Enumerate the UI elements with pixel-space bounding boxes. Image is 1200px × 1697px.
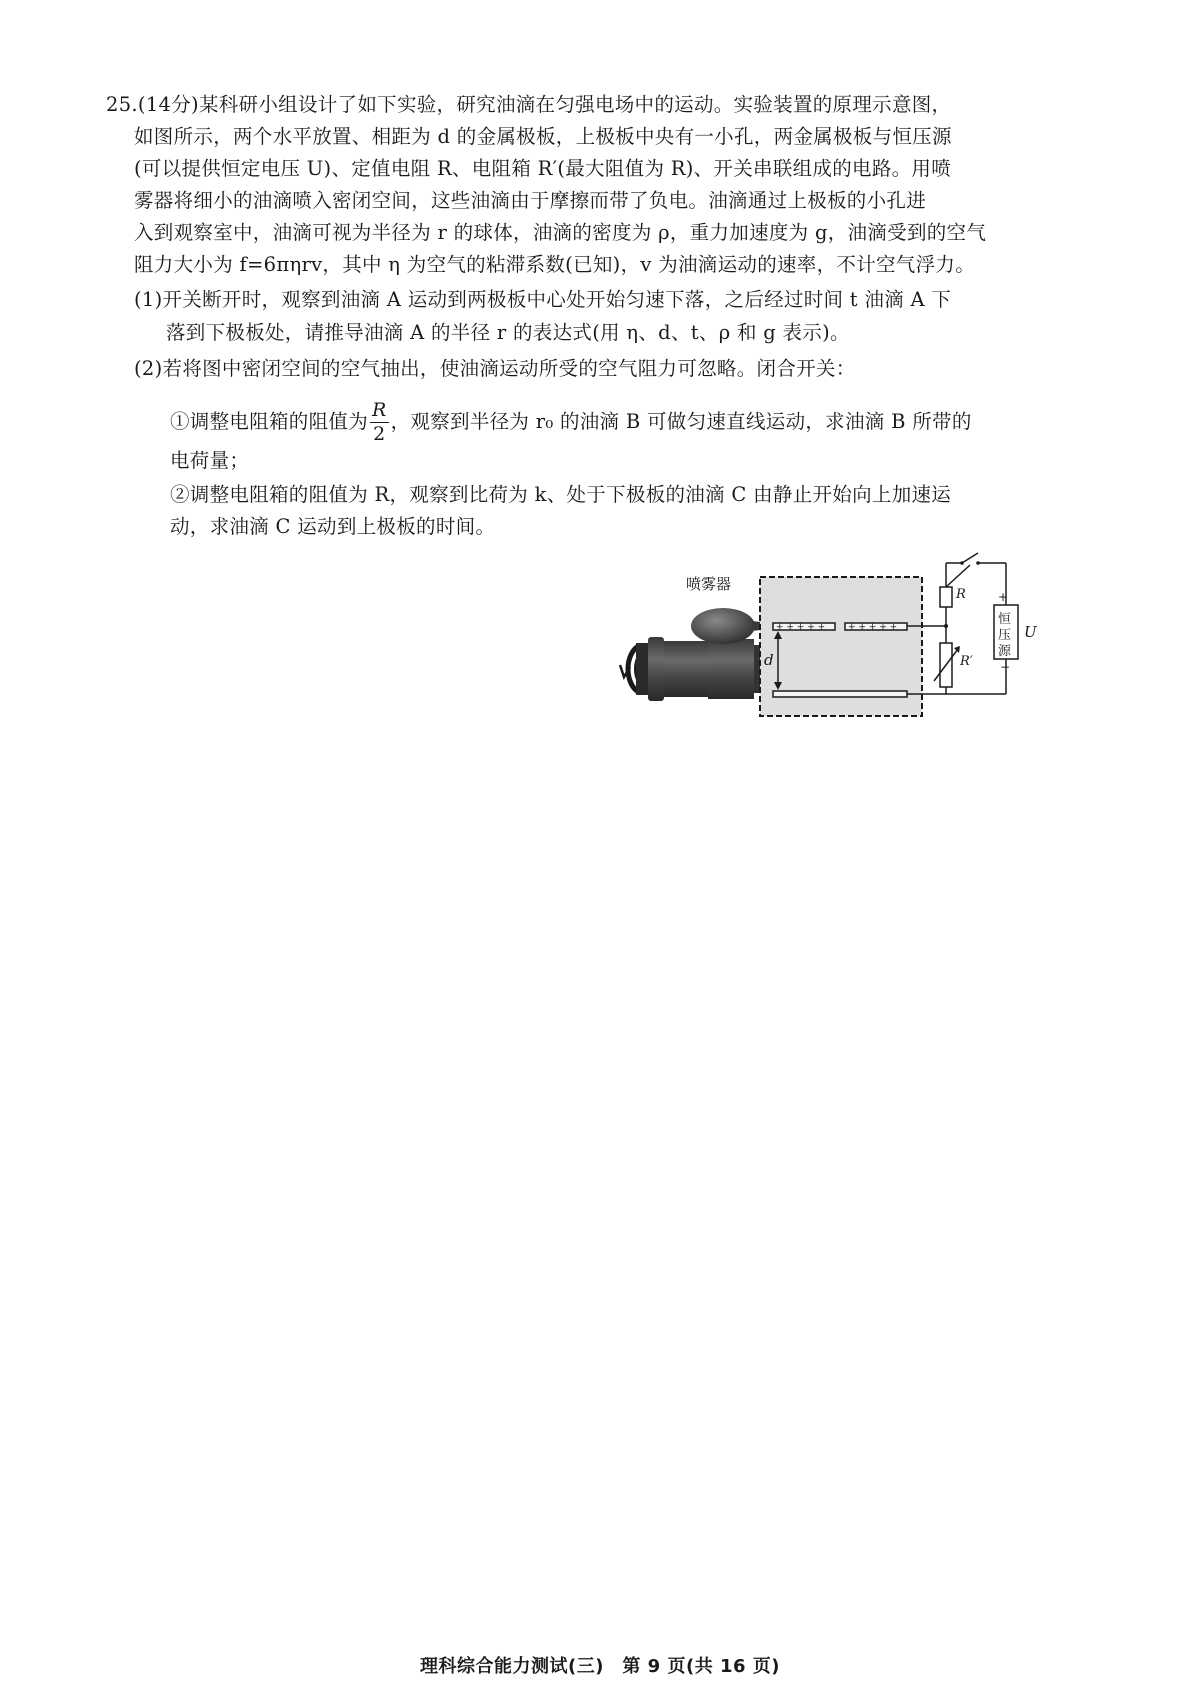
distance-label: d — [764, 651, 774, 669]
problem-line-1: 25.(14分)某科研小组设计了如下实验，研究油滴在匀强电场中的运动。实验装置的原理示意图， — [106, 93, 952, 116]
plus-sign: + — [998, 590, 1009, 604]
part1-line-1: (1)开关断开时，观察到油滴 A 运动到两极板中心处开始匀速下落，之后经过时间 t 油滴 A 下 — [134, 288, 952, 311]
rheostat-label: R′ — [960, 654, 973, 669]
part2-q1-line-1 — [170, 400, 972, 444]
apparatus-figure — [618, 575, 1068, 735]
part2-q1-line-2: 电荷量； — [170, 449, 250, 472]
source-char-1: 恒 — [998, 612, 1012, 627]
part2-intro: (2)若将图中密闭空间的空气抽出，使油滴运动所受的空气阻力可忽略。闭合开关： — [134, 357, 856, 380]
problem-line-4: 雾器将细小的油滴喷入密闭空间，这些油滴由于摩擦而带了负电。油滴通过上极板的小孔进 — [134, 189, 927, 212]
fraction-denominator: 2 — [373, 423, 386, 445]
part2-q2-line-1: ②调整电阻箱的阻值为 R，观察到比荷为 k、处于下极板的油滴 C 由静止开始向上加速运 — [170, 483, 952, 506]
source-char-3: 源 — [998, 644, 1012, 659]
part2-q1-suffix: ，观察到半径为 r₀ 的油滴 B 可做匀速直线运动，求油滴 B 所带的 — [390, 410, 972, 433]
problem-line-6: 阻力大小为 f=6πηrv，其中 η 为空气的粘滞系数(已知)，v 为油滴运动的速率，不计空气浮力。 — [134, 253, 976, 276]
resistor-icon — [940, 587, 952, 607]
junction-dot — [944, 624, 948, 628]
microscope-tube — [636, 637, 762, 701]
rheostat-icon — [934, 643, 960, 687]
lower-plate — [773, 691, 907, 697]
voltage-label: U — [1024, 623, 1037, 641]
page-footer: 理科综合能力测试(三) 第 9 页(共 16 页) — [419, 1656, 781, 1677]
fraction-r-over-2 — [370, 401, 389, 444]
sprayer-label: 喷雾器 — [686, 575, 732, 593]
fraction-numerator: R — [372, 399, 387, 421]
source-char-2: 压 — [998, 628, 1012, 643]
part2-q1-prefix: ①调整电阻箱的阻值为 — [170, 410, 369, 433]
problem-line-2: 如图所示，两个水平放置、相距为 d 的金属极板，上极板中央有一小孔，两金属极板与恒压源 — [134, 125, 952, 148]
minus-sign: − — [1000, 660, 1011, 674]
plate-charges-right: + + + + + — [848, 622, 898, 633]
plate-charges-left: + + + + + — [776, 622, 826, 633]
part1-line-2: 落到下极板处，请推导油滴 A 的半径 r 的表达式(用 η、d、t、ρ 和 g 表示)。 — [166, 321, 850, 344]
problem-line-3: (可以提供恒定电压 U)、定值电阻 R、电阻箱 R′(最大阻值为 R)、开关串联组成的电路。用喷 — [134, 157, 952, 180]
resistor-label: R — [956, 587, 966, 602]
problem-line-5: 入到观察室中，油滴可视为半径为 r 的球体，油滴的密度为 ρ，重力加速度为 g，油滴受到的空气 — [134, 221, 987, 244]
part2-q2-line-2: 动，求油滴 C 运动到上极板的时间。 — [170, 515, 496, 538]
